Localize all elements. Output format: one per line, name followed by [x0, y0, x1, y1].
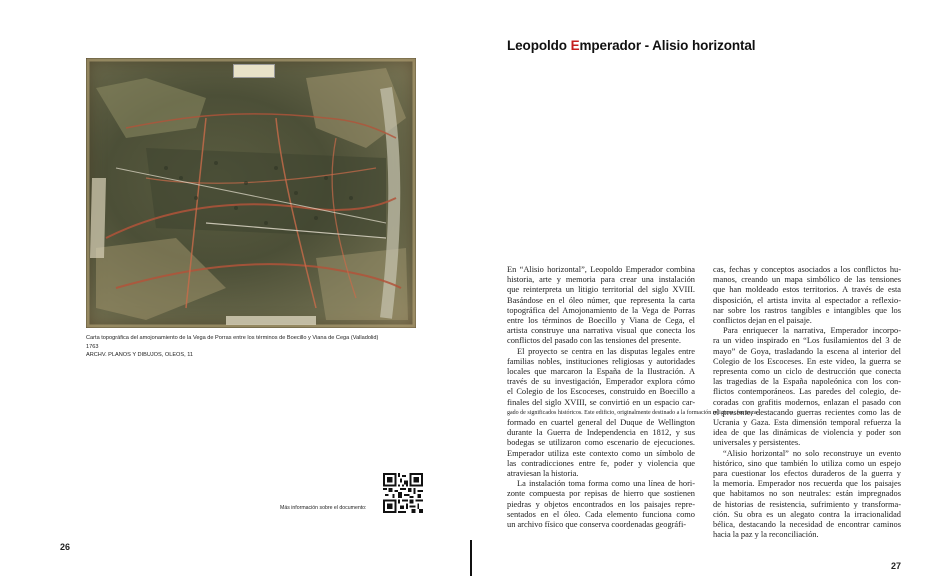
- text-line: finales del siglo XVIII, se convirtió en un espacio car-: [507, 397, 695, 407]
- text-line: cas, fechas y conceptos asociados a los conflictos hu-: [713, 265, 901, 274]
- title-accent-letter: E: [570, 38, 580, 53]
- text-line: ción. Su obra es un alegato contra la irracionalidad: [713, 509, 901, 519]
- text-line: disposición, el artista invita al espectador a reflexio-: [713, 295, 901, 305]
- text-line: Basándose en el óleo númer, que representa la carta: [507, 295, 695, 305]
- text-column-right: [713, 265, 901, 540]
- text-line: hacia la paz y la reconciliación.: [713, 530, 819, 540]
- text-line: bodegas se utilizaron como escenario de ejecuciones.: [507, 438, 695, 448]
- text-line: bélica, destacando la necesidad de encontrar caminos: [713, 520, 901, 530]
- map-drawing: [86, 58, 416, 328]
- text-line: las contradicciones entre fe, poder y violencia que: [507, 458, 695, 468]
- text-line: En “Alisio horizontal”, Leopoldo Emperador combina: [507, 265, 695, 274]
- caption-year: 1763: [86, 343, 99, 350]
- text-line: historia, arte y memoria para crear una instalación: [507, 275, 695, 285]
- text-line: coradas con grafitis modernos, enlazan el pasado con: [713, 397, 901, 407]
- text-line: zonte compuesta por repisas de hierro que sostienen: [507, 489, 695, 499]
- text-line: idea de que las dinámicas de violencia y poder son: [713, 428, 901, 438]
- figure-caption: [86, 334, 426, 360]
- text-line: que reinterpreta un litigio territorial del siglo XVIII.: [507, 285, 695, 295]
- text-line: “Alisio horizontal” no solo reconstruye un evento: [723, 448, 901, 458]
- text-line: el Colegio de los Escoceses, construido en Boecillo a: [507, 387, 695, 397]
- text-line: las tragedias de la España napoleónica con los con-: [713, 377, 901, 387]
- text-line: Colegio de los Escoceses. En este video, la guerra se: [713, 356, 901, 366]
- text-line: el presente, destacando guerras recientes como las de: [713, 407, 901, 417]
- caption-title: Carta topográfica del amojonamiento de la Vega de Porras entre los términos de Boecillo y Viana de Cega (Valladolid): [86, 335, 379, 341]
- text-line: piedras y objetos encontrados en los paisajes repre-: [507, 499, 695, 509]
- text-line: universales y persistentes.: [713, 438, 801, 448]
- text-line: Emperador utiliza este contexto como un símbolo de: [507, 448, 695, 458]
- text-line: ra un video inspirado en “Los fusilamientos del 3 de: [713, 336, 901, 346]
- text-line: flictos contemporáneos. Las paredes del colegio, de-: [713, 387, 901, 397]
- text-line: familias nobles, instituciones religiosas y autoridades: [507, 356, 695, 366]
- text-line: representa como un ciclo de destrucción que conecta: [713, 367, 901, 377]
- text-line: conflictos dejan en el paisaje.: [713, 316, 812, 326]
- text-line: sentados en el óleo. Cada elemento funciona como: [507, 509, 695, 519]
- text-line: que habitamos no son neutrales: están impregnados: [713, 489, 901, 499]
- text-line: topográfica del Amojonamiento de la Vega de Porras: [507, 305, 695, 315]
- qr-code-icon[interactable]: [383, 473, 423, 513]
- page-number-left: 26: [60, 542, 71, 552]
- text-line: artista construye una narrativa visual que conecta los: [507, 326, 695, 336]
- text-line: que han moldeado estos territorios. A través de esta: [713, 285, 901, 295]
- article-title: [507, 38, 755, 53]
- title-suffix: mperador - Alisio horizontal: [579, 38, 756, 53]
- title-prefix: Leopoldo: [507, 38, 571, 53]
- qr-label: Más información sobre el documento:: [280, 505, 367, 511]
- text-line: para cuestionar los efectos duraderos de la guerra y: [713, 469, 901, 479]
- text-line: través de su investigación, Emperador explora cómo: [507, 377, 695, 387]
- text-line: de historias de resistencia, sufrimiento y transforma-: [713, 499, 901, 509]
- text-line: nar sobre los rastros tangibles e intangibles que los: [713, 305, 901, 315]
- text-line: mayo” de Goya, trasladando la escena al interior del: [713, 346, 901, 356]
- text-line: Ucrania y Gaza. Esta dimensión temporal refuerza la: [713, 418, 901, 428]
- map-archive-sticker: [233, 64, 275, 78]
- text-line: locales que marcaron la España de la Ilustración. A: [507, 367, 695, 377]
- text-line: la memoria. Emperador nos recuerda que los paisajes: [713, 479, 901, 489]
- text-line: conflictos del pasado con las tensiones del presente.: [507, 336, 681, 346]
- text-line: manos, creando un mapa simbólico de las tensiones: [713, 275, 901, 285]
- text-line: entre los términos de Boecillo y Viana de Cega, el: [507, 316, 695, 326]
- caption-archive: ARCHV. PLANOS Y DIBUJOS, OLEOS, 11: [86, 352, 194, 359]
- text-line: formado en cuartel general del Duque de Wellington: [507, 418, 695, 428]
- page-number-right: 27: [891, 561, 902, 571]
- text-line: El proyecto se centra en las disputas legales entre: [517, 346, 695, 356]
- text-line: histórico, sino que también lo utiliza como un espejo: [713, 458, 901, 468]
- text-line: atraviesan la historia.: [507, 469, 579, 479]
- text-line: durante la Guerra de Independencia en 1812, y sus: [507, 428, 695, 438]
- text-line: un archivo físico que conserva coordenadas geográfi-: [507, 520, 687, 530]
- text-line: gado de significados históricos. Este edificio, originalmente destinado a la formación religiosa, fue trans-: [507, 409, 760, 416]
- text-line: Para enriquecer la narrativa, Emperador incorpo-: [723, 326, 901, 336]
- historical-map-image: [86, 58, 416, 328]
- text-line: La instalación toma forma como una línea de hori-: [517, 479, 695, 489]
